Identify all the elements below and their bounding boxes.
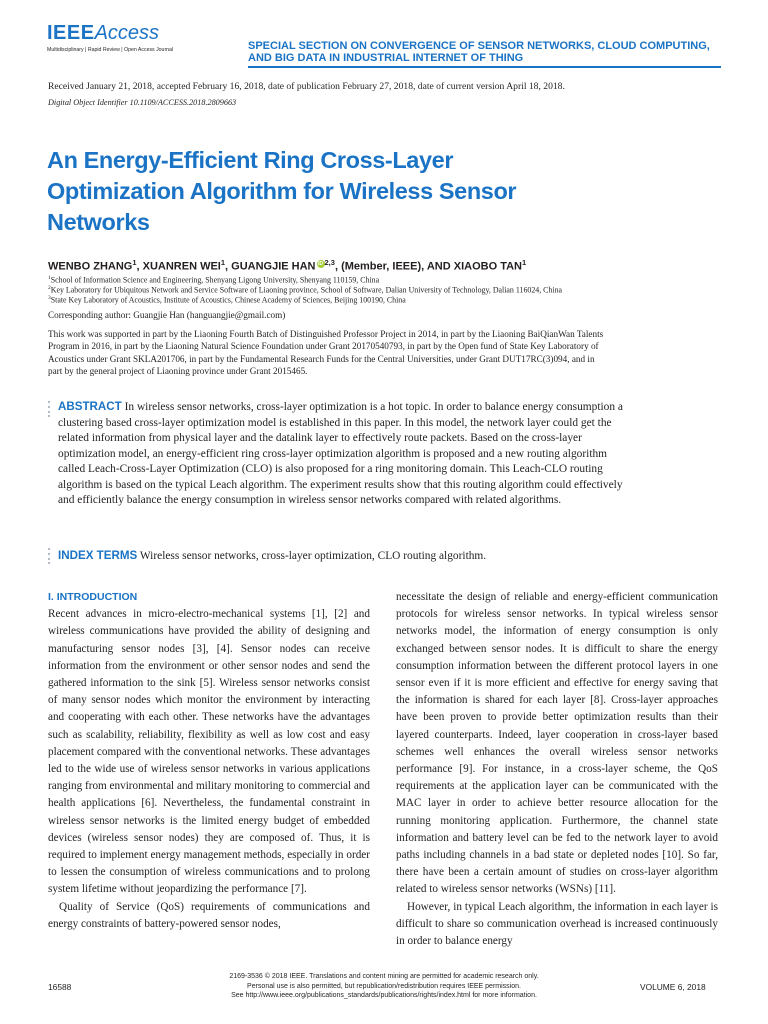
body-paragraph: Recent advances in micro-electro-mechanical systems [1], [2] and wireless communications have provided the ability of designing and manufacturing sensor nodes [3], [4]. Sensor nodes can receive information from the environment or other sensor nodes and send the gathered information to the sink [5]. Wireless sensor networks consist of many sensor nodes which monitor the environment by interacting and cooperating with each other. These networks have the advantages such as scalability, reliability, flexibility as well as low cost and easy placement compared with the conventional networks. These advantages led to the wide use of wireless sensor networks in various applications ranging from environmental and military monitoring to commercial and health applications [6]. Nevertheless, the fundamental constraint in wireless sensor networks is the limited energy budget of embedded devices (wireless sensor nodes) they are composed of. Thus, it is required to implement energy management methods, especially in order to lessen the consumption of wireless communications and to prolong system lifetime without jeopardizing the performance [7]. xyxy=(48,608,370,896)
author-affil-mark: 1 xyxy=(522,258,527,267)
index-terms-marker-icon xyxy=(48,548,51,567)
copyright-notice xyxy=(178,972,590,1001)
abstract xyxy=(58,399,630,509)
body-paragraph: necessitate the design of reliable and energy-efficient communication protocols for wireless sensor networks. In typical wireless sensor networks model, the information of energy consumption is only exchanged between sensor nodes. It is difficult to share the energy consumption information between the different protocol layers in one sensor even if it is more efficient and effective for energy saving that the information is shared for each layer [8]. Cross-layer approaches have been proven to provide better optimization results than their layered counterparts. Indeed, layer cooperation in cross-layer based schemes well enhances the overall wireless sensor networks performance [9]. For instance, in a cross-layer scheme, the QoS requirements at the application layer can be communicated with the MAC layer in order to achieve better resource allocation for the running monitoring application. Furthermore, the channel state information and battery level can be fed to the network layer to avoid paths including channels in a bad state or depleted nodes [10]. So far, there have been a certain amount of studies on cross-layer algorithm related to wireless sensor networks (WSNs) [11]. xyxy=(396,591,718,896)
body-paragraph: However, in typical Leach algorithm, the information in each layer is difficult to share so communication overhead is increased continuously in order to balance energy xyxy=(396,900,718,948)
author-affil-mark: 1 xyxy=(220,258,226,267)
author-name: WENBO ZHANG xyxy=(48,260,133,273)
affiliation xyxy=(48,295,406,305)
body-column-right xyxy=(396,589,718,950)
header-divider xyxy=(248,66,721,68)
page-number: 16588 xyxy=(48,982,72,992)
special-section-title: SPECIAL SECTION ON CONVERGENCE OF SENSOR NETWORKS, CLOUD COMPUTING, AND BIG DATA IN INDUSTRIAL INTERNET OF THING xyxy=(248,40,710,64)
affiliation-number: 1 xyxy=(48,275,51,281)
journal-logo xyxy=(47,22,173,53)
volume-info: VOLUME 6, 2018 xyxy=(640,982,706,992)
author-name: XIAOBO TAN xyxy=(453,260,522,273)
index-terms xyxy=(58,548,638,565)
section-heading: I. INTRODUCTION xyxy=(48,591,138,603)
paper-title: An Energy-Efficient Ring Cross-Layer Optimization Algorithm for Wireless Sensor Networks xyxy=(47,147,517,235)
body-paragraph: Quality of Service (QoS) requirements of communications and energy constraints of battery-powered sensor nodes, xyxy=(48,900,370,930)
doi: Digital Object Identifier 10.1109/ACCESS.2018.2809663 xyxy=(48,98,237,107)
author-affil-mark: 2,3 xyxy=(324,258,335,267)
abstract-marker-icon xyxy=(48,401,51,420)
received-dates: Received January 21, 2018, accepted February 16, 2018, date of publication February 27, 2018, date of current version April 18, 2018. xyxy=(48,81,565,92)
index-terms-text: Wireless sensor networks, cross-layer optimization, CLO routing algorithm. xyxy=(139,550,487,562)
logo-ieee: IEEE xyxy=(47,22,95,44)
index-terms-label: INDEX TERMS xyxy=(58,549,138,562)
author-affil-mark: 1 xyxy=(132,258,137,267)
affiliation xyxy=(48,275,379,285)
author-list: WENBO ZHANG$^1$, XUANREN WEI$^1$, GUANGJIE HAN iD $^{2,3}$, (Member, IEEE), AND XIAOBO TAN$^1$ xyxy=(48,258,527,273)
copyright-line: 2169-3536 © 2018 IEEE. Translations and content mining are permitted for academic research only. xyxy=(229,973,539,980)
affiliation-text: School of Information Science and Engineering, Shenyang Ligong University, Shenyang 110159, China xyxy=(50,275,380,285)
author-note: (Member, IEEE), AND xyxy=(341,260,451,273)
orcid-icon[interactable]: iD xyxy=(318,260,323,267)
copyright-line: See http://www.ieee.org/publications_standards/publications/rights/index.html for more information. xyxy=(231,992,537,999)
abstract-label: ABSTRACT xyxy=(58,400,122,413)
logo-tagline: Multidisciplinary | Rapid Review | Open Access Journal xyxy=(47,47,174,53)
logo-access: Access xyxy=(94,22,160,44)
abstract-text: In wireless sensor networks, cross-layer optimization is a hot topic. In order to balance energy consumption a clustering based cross-layer optimization model is established in this paper. In this model, the network layer could get the related information from physical layer and the datalink layer to effectively route packets. Based on the cross-layer optimization model, an energy-efficient ring cross-layer optimization algorithm is proposed and a new routing algorithm called Leach-Cross-Layer Optimization (CLO) is also proposed for a ring monitoring domain. This Leach-CLO routing algorithm is based on the typical Leach algorithm. The experiment results show that this routing algorithm could effectively and efficiently balance the energy consumption in wireless sensor networks compared with related algorithms. xyxy=(58,401,623,506)
corresponding-author: Corresponding author: Guangjie Han (hanguangjie@gmail.com) xyxy=(48,310,286,320)
funding-note: This work was supported in part by the Liaoning Fourth Batch of Distinguished Professor Project in 2014, in part by the Liaoning BaiQianWan Talents Program in 2016, in part by the Liaoning Natural Science Foundation under Grant 20170540793, in part by the Open fund of State Key Laboratory of Acoustics under Grant SKLA201706, in part by the Fundamental Research Funds for the Central Universities, under Grant DUT17RC(3)094, and in part by the general project of Liaoning province under Grant 2015465. xyxy=(48,329,604,377)
author-name: GUANGJIE HAN xyxy=(231,260,316,273)
body-column-left xyxy=(48,589,370,933)
affiliation-number: 2 xyxy=(48,285,51,291)
affiliation-text: Key Laboratory for Ubiquitous Network and Service Software of Liaoning province, School of Software, Dalian University of Technology, Dalian 116024, China xyxy=(50,285,563,295)
affiliation-text: State Key Laboratory of Acoustics, Institute of Acoustics, Chinese Academy of Sciences, Beijing 100190, China xyxy=(50,295,406,305)
author-name: XUANREN WEI xyxy=(142,260,221,273)
affiliation xyxy=(48,285,562,295)
copyright-line: Personal use is also permitted, but republication/redistribution requires IEEE permission. xyxy=(247,982,521,990)
affiliation-number: 3 xyxy=(48,295,51,301)
